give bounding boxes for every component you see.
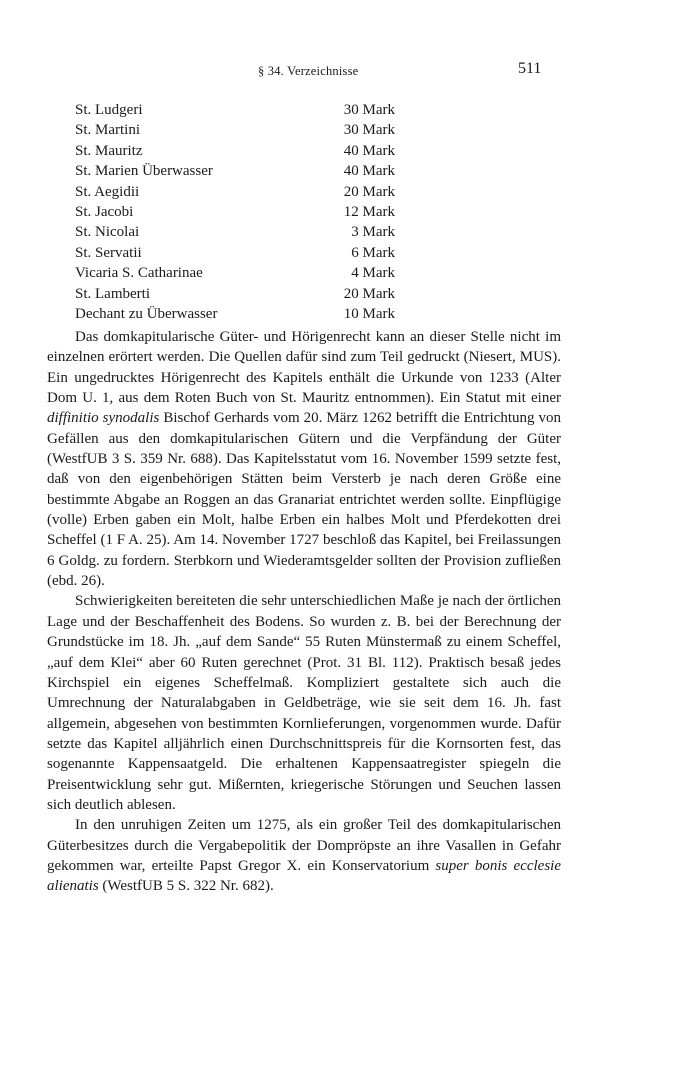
- item-amount: 20 Mark: [343, 285, 395, 302]
- latin-phrase: super bonis ecclesie alienatis: [47, 857, 561, 895]
- list-item: [75, 161, 395, 181]
- latin-phrase: diffinitio synodalis: [47, 410, 160, 427]
- item-amount: 30 Mark: [343, 122, 395, 139]
- item-name: Dechant zu Überwasser: [75, 305, 218, 322]
- text-run: Das domkapitularische Güter- und Hörigenrecht kann an dieser Stelle nicht im einzelnen erörtert werden. Die Quellen dafür sind zum Teil gedruckt (Niesert, MUS). Ein ungedrucktes Hörigenrecht des Kapitels enthält die Urkunde von 1233 (Alter Dom U. 1, aus dem Roten Buch von St. Mauritz entnommen). Ein Statut mit einer: [47, 329, 561, 407]
- list-item: [75, 141, 395, 161]
- item-amount: 40 Mark: [343, 163, 395, 180]
- list-item: [75, 304, 395, 324]
- item-name: St. Mauritz: [75, 142, 143, 159]
- text-run: In den unruhigen Zeiten um 1275, als ein großer Teil des domkapitularischen Güterbesitzes durch die Vergabepolitik der Dompröpste an ihre Vasallen in Gefahr gekommen war, erteilte Papst Gregor X. ein Konservatorium: [47, 817, 561, 874]
- list-item: [75, 284, 395, 304]
- item-amount: 12 Mark: [343, 203, 395, 220]
- list-item: [75, 222, 395, 242]
- item-name: St. Marien Überwasser: [75, 163, 213, 180]
- running-title: § 34. Verzeichnisse: [258, 64, 359, 78]
- item-name: St. Martini: [75, 122, 141, 139]
- item-amount: 10 Mark: [343, 305, 395, 322]
- item-name: St. Lamberti: [75, 285, 150, 302]
- page-number: 511: [518, 60, 542, 77]
- item-name: St. Nicolai: [75, 224, 140, 241]
- list-item: [75, 120, 395, 140]
- list-item: [75, 243, 395, 263]
- item-name: St. Jacobi: [75, 203, 134, 220]
- item-amount: 4 Mark: [351, 265, 395, 282]
- item-amount: 3 Mark: [351, 224, 395, 241]
- list-item: [75, 100, 395, 120]
- list-item: [75, 263, 395, 283]
- text-run: Bischof Gerhards vom 20. März 1262 betrifft die Entrichtung von Gefällen aus den domkapitularischen Gütern und die Verpfändung der Güter (WestfUB 3 S. 359 Nr. 688). Das Kapitelsstatut vom 16. November 1599 setzte fest, daß von den eigenbehörigen Stätten beim Versterb je nach deren Größe eine bestimmte Abgabe an Roggen an das Granariat entrichtet werden sollte. Einpflügige (volle) Erben gaben ein Molt, halbe Erben ein halbes Molt und Pferdekotten drei Scheffel (1 F A. 25). Am 14. November 1727 beschloß das Kapitel, bei Freilassungen 6 Goldg. zu fordern. Sterbkorn und Wiederamtsgelder sollten der Provision zufließen (ebd. 26).: [47, 410, 561, 590]
- paragraph: [47, 591, 561, 815]
- paragraph: [47, 327, 561, 591]
- text-run: (WestfUB 5 S. 322 Nr. 682).: [98, 878, 274, 895]
- text-run: Schwierigkeiten bereiteten die sehr unterschiedlichen Maße je nach der örtlichen Lage und der Beschaffenheit des Bodens. So wurden z. B. bei der Berechnung der Grundstücke im 18. Jh. „auf dem Sande“ 55 Ruten Münstermaß zu einem Scheffel, „auf dem Klei“ aber 60 Ruten gerechnet (Prot. 31 Bl. 112). Praktisch besaß jedes Kirchspiel ein eigenes Scheffelmaß. Kompliziert gestaltete sich auch die Umrechnung der Naturalabgaben in Geldbeträge, wie sie seit dem 16. Jh. fast allgemein, abgesehen von bestimmten Kornlieferungen, vorgenommen wurde. Dafür setzte das Kapitel alljährlich einen Durchschnittspreis für die Kornsorten fest, das sogenannte Kappensaatgeld. Die erhaltenen Kappensaatregister spiegeln die Preisentwicklung sehr gut. Mißernten, kriegerische Störungen und Seuchen lassen sich deutlich ablesen.: [47, 593, 561, 813]
- item-amount: 40 Mark: [343, 142, 395, 159]
- payment-list: [75, 100, 395, 324]
- list-item: [75, 182, 395, 202]
- item-name: St. Servatii: [75, 244, 142, 261]
- item-name: St. Aegidii: [75, 183, 140, 200]
- list-item: [75, 202, 395, 222]
- body-text: [47, 327, 561, 897]
- item-amount: 6 Mark: [351, 244, 395, 261]
- paragraph: [47, 815, 561, 896]
- item-name: Vicaria S. Catharinae: [75, 265, 203, 282]
- item-amount: 30 Mark: [343, 102, 395, 118]
- item-name: St. Ludgeri: [75, 102, 143, 118]
- item-amount: 20 Mark: [343, 183, 395, 200]
